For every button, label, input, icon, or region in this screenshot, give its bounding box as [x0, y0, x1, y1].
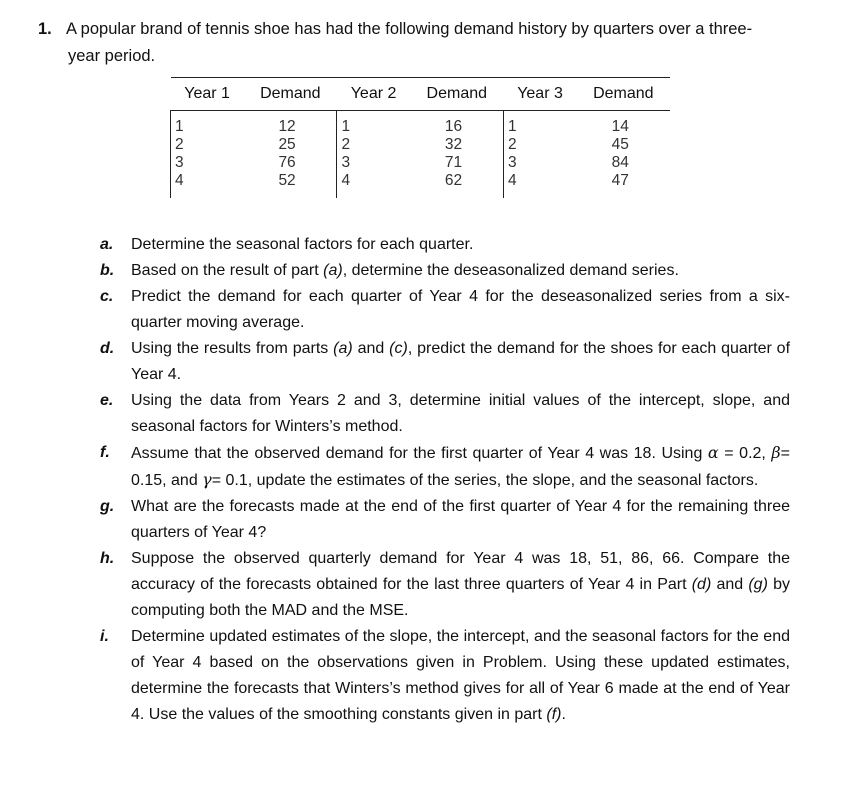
table-row	[171, 172, 671, 198]
part-c-text: Predict the demand for each quarter of Year 4 for the deseasonalized series from a six-quarter moving average.	[131, 288, 790, 331]
part-i-ref: (f)	[546, 706, 562, 723]
part-c	[100, 284, 790, 336]
cell-year2-quarter: 2	[337, 136, 410, 154]
cell-year3-demand: 47	[611, 172, 629, 189]
part-i-text-post: .	[561, 706, 566, 723]
part-d-text-mid: and	[352, 340, 390, 357]
part-b	[100, 258, 790, 284]
cell-year3-demand: 84	[611, 154, 629, 171]
cell-year2-quarter: 3	[337, 154, 410, 172]
gamma-symbol: γ	[202, 470, 212, 489]
part-d-ref-2: (c)	[389, 340, 408, 357]
part-d-text-post: , predict the demand for the shoes for each quarter of Year 4.	[131, 340, 791, 383]
problem-intro-line-2: year period.	[68, 47, 156, 65]
part-h-ref-1: (d)	[691, 576, 712, 593]
problem-parts-list	[100, 232, 790, 728]
beta-value: = 0.15, and	[131, 445, 791, 489]
header-year-2: Year 2	[337, 78, 410, 111]
cell-year2-quarter: 1	[337, 111, 410, 137]
table-row	[171, 111, 671, 137]
part-h-ref-2: (g)	[748, 576, 768, 593]
part-g-letter: g.	[100, 498, 115, 515]
part-a-text: Determine the seasonal factors for each quarter.	[131, 236, 474, 253]
part-h-text-mid: and	[711, 576, 749, 593]
part-e-letter: e.	[100, 392, 114, 409]
table-row	[171, 154, 671, 172]
part-f	[100, 440, 790, 494]
part-b-text-post: , determine the deseasonalized demand series.	[342, 262, 679, 279]
cell-year1-demand: 12	[278, 118, 296, 135]
part-e-text: Using the data from Years 2 and 3, determine initial values of the intercept, slope, and seasonal factors for Winters’s method.	[131, 392, 790, 435]
cell-year3-quarter: 3	[503, 154, 576, 172]
table-row	[171, 136, 671, 154]
beta-symbol: β	[771, 443, 781, 462]
part-d	[100, 336, 790, 388]
part-c-letter: c.	[100, 288, 114, 305]
problem-intro-line-1	[38, 16, 828, 43]
part-a-letter: a.	[100, 236, 114, 253]
part-b-letter: b.	[100, 262, 115, 279]
part-d-ref-1: (a)	[333, 340, 353, 357]
cell-year3-quarter: 1	[503, 111, 576, 137]
header-demand-3: Demand	[577, 78, 670, 111]
part-a	[100, 232, 790, 258]
alpha-value: = 0.2,	[718, 445, 766, 462]
part-i-letter: i.	[100, 628, 109, 645]
gamma-value: = 0.1, update the estimates of the series, the slope, and the seasonal factors.	[211, 472, 759, 489]
part-h-text-pre: Suppose the observed quarterly demand for Year 4 was 18, 51, 86, 66. Compare the accuracy of the forecasts obtained for the last three quarters of Year 4 in Part	[131, 550, 790, 593]
problem-intro-text-1: A popular brand of tennis shoe has had the following demand history by quarters over a three-	[66, 20, 753, 38]
part-i	[100, 624, 790, 728]
part-i-text-pre: Determine updated estimates of the slope, the intercept, and the seasonal factors for the end of Year 4 based on the observations given in Problem. Using these updated estimates, determine the forecasts that Winters’s method gives for all of Year 6 made at the end of Year 4. Use the values of the smoothing constants given in part	[131, 628, 790, 723]
alpha-symbol: α	[707, 443, 719, 462]
part-e	[100, 388, 790, 440]
cell-year2-demand: 71	[444, 154, 463, 171]
header-demand-2: Demand	[410, 78, 503, 111]
problem-statement	[38, 16, 828, 70]
cell-year1-quarter: 2	[171, 136, 244, 154]
cell-year3-demand: 45	[611, 136, 629, 153]
cell-year2-quarter: 4	[337, 172, 410, 198]
part-g-text: What are the forecasts made at the end of the first quarter of Year 4 for the remaining three quarters of Year 4?	[131, 498, 790, 541]
header-demand-1: Demand	[244, 78, 337, 111]
part-f-letter: f.	[100, 444, 110, 461]
part-h-letter: h.	[100, 550, 115, 567]
part-d-text-pre: Using the results from parts	[131, 340, 334, 357]
cell-year1-quarter: 3	[171, 154, 244, 172]
cell-year1-quarter: 1	[171, 111, 244, 137]
part-d-letter: d.	[100, 340, 115, 357]
header-year-1: Year 1	[171, 78, 244, 111]
cell-year1-demand: 52	[278, 172, 296, 189]
cell-year3-quarter: 2	[503, 136, 576, 154]
cell-year2-demand: 16	[444, 118, 463, 135]
cell-year1-quarter: 4	[171, 172, 244, 198]
cell-year1-demand: 25	[278, 136, 296, 153]
part-f-text-pre: Assume that the observed demand for the first quarter of Year 4 was 18. Using	[131, 445, 708, 462]
cell-year2-demand: 32	[444, 136, 463, 153]
demand-history-table	[170, 77, 670, 198]
part-h-text-post: by computing both the MAD and the MSE.	[131, 576, 790, 619]
cell-year3-quarter: 4	[503, 172, 576, 198]
table-header-row	[171, 78, 671, 111]
cell-year1-demand: 76	[278, 154, 296, 171]
problem-number: 1.	[38, 20, 52, 38]
part-b-text-pre: Based on the result of part	[131, 262, 324, 279]
cell-year3-demand: 14	[611, 118, 629, 135]
part-g	[100, 494, 790, 546]
cell-year2-demand: 62	[444, 172, 463, 189]
part-b-ref: (a)	[323, 262, 343, 279]
part-h	[100, 546, 790, 624]
header-year-3: Year 3	[503, 78, 576, 111]
